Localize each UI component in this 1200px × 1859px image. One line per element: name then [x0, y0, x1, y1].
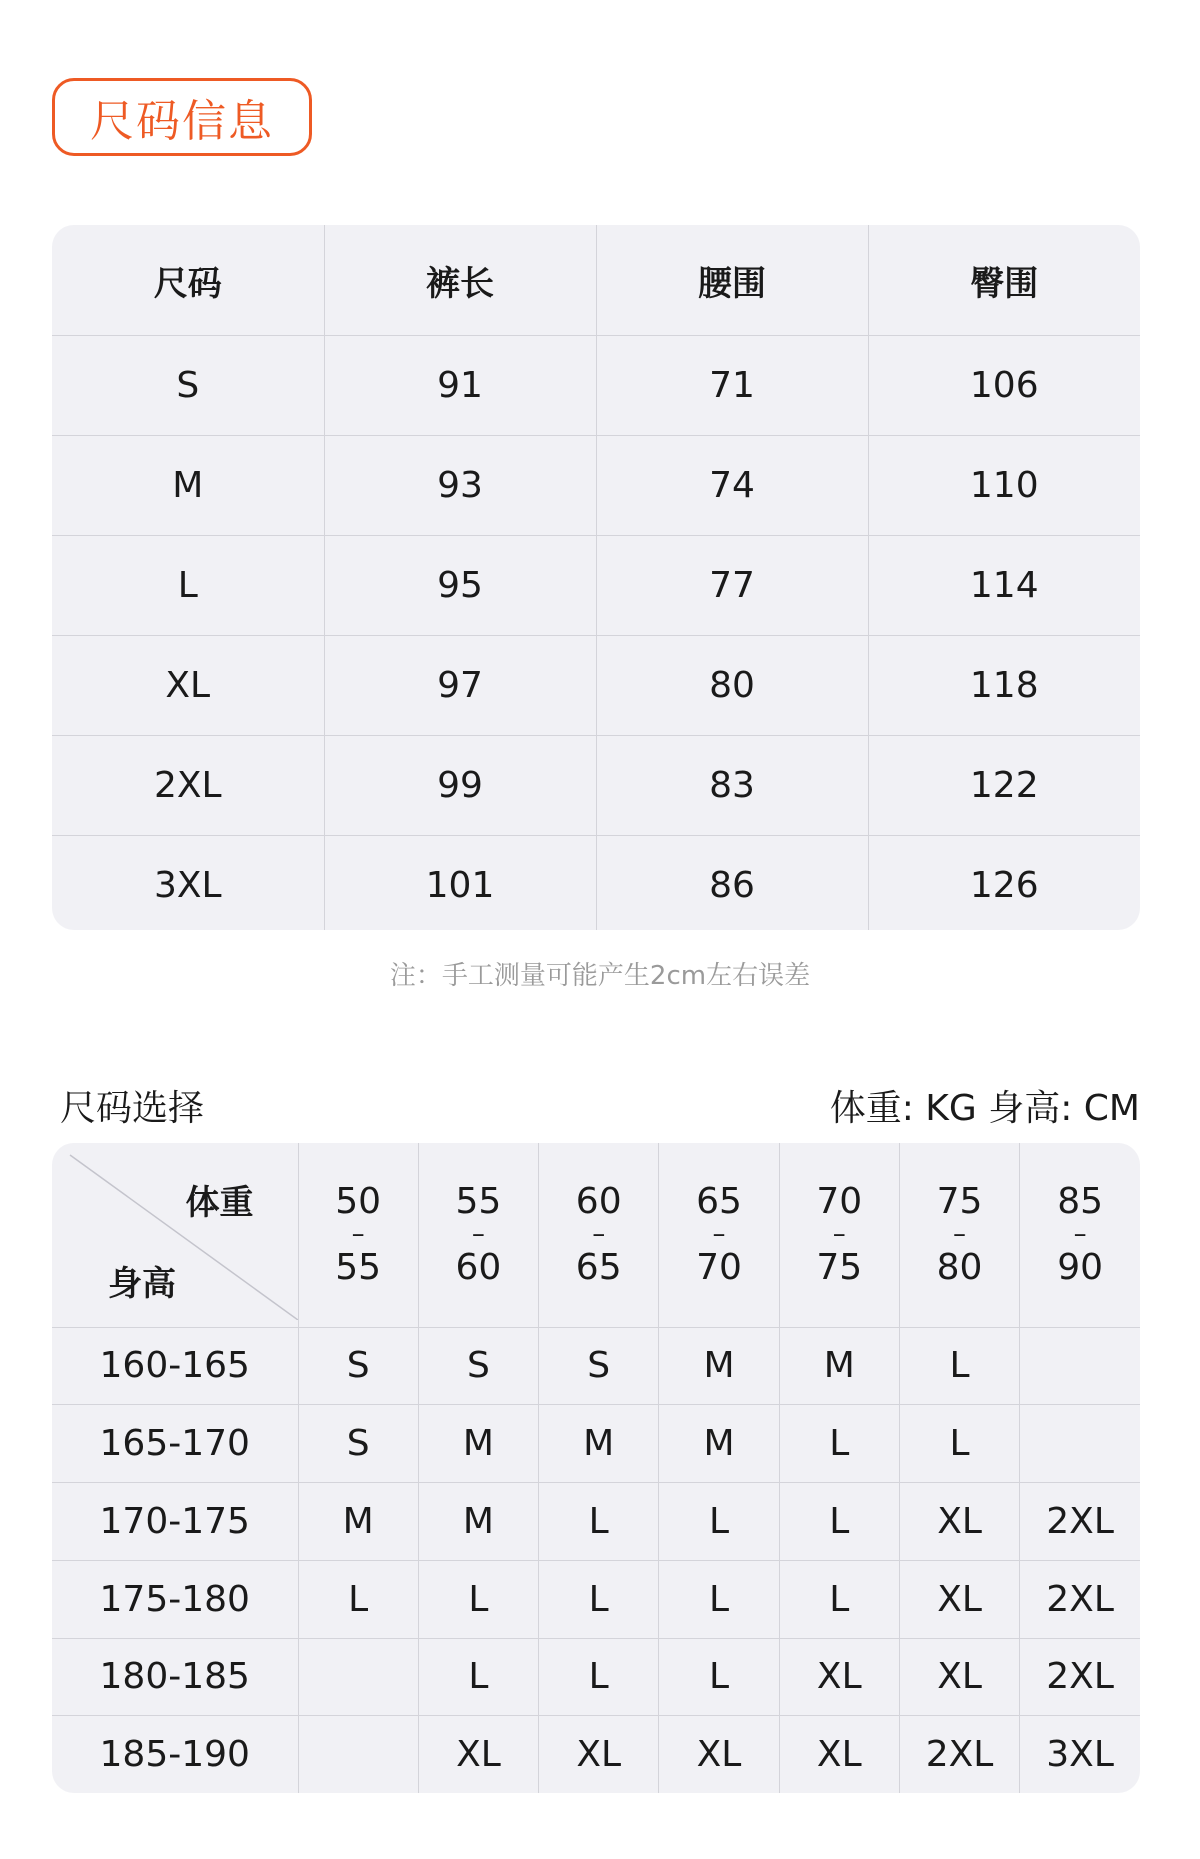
table-cell: 71	[596, 336, 868, 436]
table-cell: 80	[596, 636, 868, 736]
table-row	[52, 1327, 1140, 1405]
weight-to: 75	[816, 1247, 863, 1289]
size-selection-title: 尺码选择	[60, 1088, 205, 1129]
weight-from: 50	[335, 1180, 382, 1222]
table-cell: 83	[596, 736, 868, 836]
weight-from: 70	[816, 1180, 863, 1222]
size-cell: L	[659, 1560, 779, 1638]
weight-from: 55	[455, 1180, 502, 1222]
weight-to: 90	[1057, 1247, 1103, 1289]
corner-header-cell	[52, 1143, 298, 1327]
height-range-cell: 175-180	[52, 1560, 298, 1638]
height-range-cell: 180-185	[52, 1638, 298, 1716]
height-range-cell: 165-170	[52, 1405, 298, 1483]
size-cell: XL	[418, 1716, 538, 1793]
size-cell: XL	[659, 1716, 779, 1793]
size-cell: XL	[899, 1560, 1019, 1638]
table-cell: 122	[868, 736, 1140, 836]
table-cell: 97	[324, 636, 596, 736]
table-row	[52, 1638, 1140, 1716]
range-dash: –	[471, 1219, 485, 1250]
weight-to: 55	[335, 1247, 382, 1289]
size-info-table-card	[52, 225, 1140, 930]
weight-from: 65	[696, 1180, 742, 1222]
size-cell	[298, 1716, 418, 1793]
weight-range-header	[539, 1143, 659, 1327]
range-dash: –	[351, 1219, 365, 1250]
table-cell: 99	[324, 736, 596, 836]
weight-range-header	[298, 1143, 418, 1327]
size-cell: L	[539, 1483, 659, 1561]
table-cell: 106	[868, 336, 1140, 436]
table-row	[52, 836, 1140, 931]
size-cell	[1020, 1327, 1140, 1405]
weight-to: 60	[455, 1247, 502, 1289]
weight-range-header	[659, 1143, 779, 1327]
table-cell: 95	[324, 536, 596, 636]
size-cell: L	[298, 1560, 418, 1638]
table-cell: 114	[868, 536, 1140, 636]
size-cell: S	[298, 1405, 418, 1483]
weight-from: 85	[1057, 1180, 1103, 1222]
weight-to: 65	[575, 1247, 622, 1289]
table-header-row	[52, 225, 1140, 336]
column-header: 尺码	[52, 225, 324, 336]
size-cell: 3XL	[1046, 1734, 1114, 1776]
table-cell: 126	[969, 865, 1039, 906]
table-cell: 91	[324, 336, 596, 436]
table-cell: 3XL	[52, 836, 324, 931]
range-dash: –	[592, 1219, 606, 1250]
size-cell: M	[418, 1405, 538, 1483]
range-dash: –	[712, 1219, 726, 1250]
range-dash: –	[953, 1219, 967, 1250]
size-cell: L	[779, 1560, 899, 1638]
size-cell: XL	[899, 1483, 1019, 1561]
measurement-note: 注：手工测量可能产生2cm左右误差	[389, 961, 811, 991]
size-cell: L	[779, 1405, 899, 1483]
table-row	[52, 1405, 1140, 1483]
table-row	[52, 436, 1140, 536]
column-header: 臀围	[868, 225, 1140, 336]
table-cell: 2XL	[52, 736, 324, 836]
corner-weight-label: 体重	[185, 1183, 254, 1223]
size-cell: 2XL	[1020, 1483, 1140, 1561]
table-row	[52, 336, 1140, 436]
table-row	[52, 636, 1140, 736]
size-cell: L	[539, 1638, 659, 1716]
weight-from: 60	[575, 1180, 622, 1222]
column-header: 裤长	[324, 225, 596, 336]
size-cell: 2XL	[1020, 1638, 1140, 1716]
size-cell: L	[418, 1638, 538, 1716]
range-dash: –	[1073, 1219, 1087, 1250]
table-row	[52, 1483, 1140, 1561]
weight-range-header	[779, 1143, 899, 1327]
table-cell: 93	[324, 436, 596, 536]
table-cell: XL	[52, 636, 324, 736]
table-row	[52, 536, 1140, 636]
table-cell: 74	[596, 436, 868, 536]
weight-header-row	[52, 1143, 1140, 1327]
table-cell: 77	[596, 536, 868, 636]
size-cell: S	[418, 1327, 538, 1405]
size-cell: M	[298, 1483, 418, 1561]
size-cell: L	[539, 1560, 659, 1638]
table-cell: S	[52, 336, 324, 436]
size-cell: L	[899, 1405, 1019, 1483]
size-cell: L	[418, 1560, 538, 1638]
size-cell: S	[298, 1327, 418, 1405]
column-header: 腰围	[596, 225, 868, 336]
table-row	[52, 1716, 1140, 1793]
table-cell: 101	[324, 836, 596, 931]
weight-to: 70	[696, 1247, 742, 1289]
size-cell: M	[779, 1327, 899, 1405]
size-cell: M	[659, 1405, 779, 1483]
table-cell: M	[52, 436, 324, 536]
size-cell	[1020, 1405, 1140, 1483]
table-cell: 118	[868, 636, 1140, 736]
weight-range-header	[418, 1143, 538, 1327]
table-cell: 110	[868, 436, 1140, 536]
height-range-cell: 185-190	[52, 1716, 298, 1793]
size-cell: 2XL	[1020, 1560, 1140, 1638]
section-title: 尺码信息	[90, 96, 274, 147]
table-cell: L	[52, 536, 324, 636]
size-cell: L	[659, 1638, 779, 1716]
table-row	[52, 1560, 1140, 1638]
size-cell	[298, 1638, 418, 1716]
size-info-table	[52, 225, 1140, 930]
range-dash: –	[832, 1219, 846, 1250]
size-cell: M	[418, 1483, 538, 1561]
height-range-cell: 170-175	[52, 1483, 298, 1561]
size-cell: S	[539, 1327, 659, 1405]
weight-from: 75	[936, 1180, 983, 1222]
section-title-badge	[52, 78, 312, 156]
size-selection-table-card	[52, 1143, 1140, 1793]
size-cell: XL	[779, 1638, 899, 1716]
table-row	[52, 736, 1140, 836]
weight-range-header	[899, 1143, 1019, 1327]
size-cell: L	[659, 1483, 779, 1561]
table-cell: 86	[596, 836, 868, 931]
weight-to: 80	[936, 1247, 983, 1289]
units-label: 体重: KG 身高: CM	[829, 1088, 1140, 1129]
size-selection-table	[52, 1143, 1140, 1793]
size-cell: XL	[899, 1638, 1019, 1716]
size-cell: L	[779, 1483, 899, 1561]
corner-height-label: 身高	[108, 1263, 176, 1304]
height-range-cell: 160-165	[52, 1327, 298, 1405]
size-cell: 2XL	[899, 1716, 1019, 1793]
size-cell: M	[659, 1327, 779, 1405]
weight-range-header	[1020, 1143, 1140, 1327]
size-cell: L	[899, 1327, 1019, 1405]
size-cell: XL	[539, 1716, 659, 1793]
size-cell: M	[539, 1405, 659, 1483]
size-cell: XL	[779, 1716, 899, 1793]
